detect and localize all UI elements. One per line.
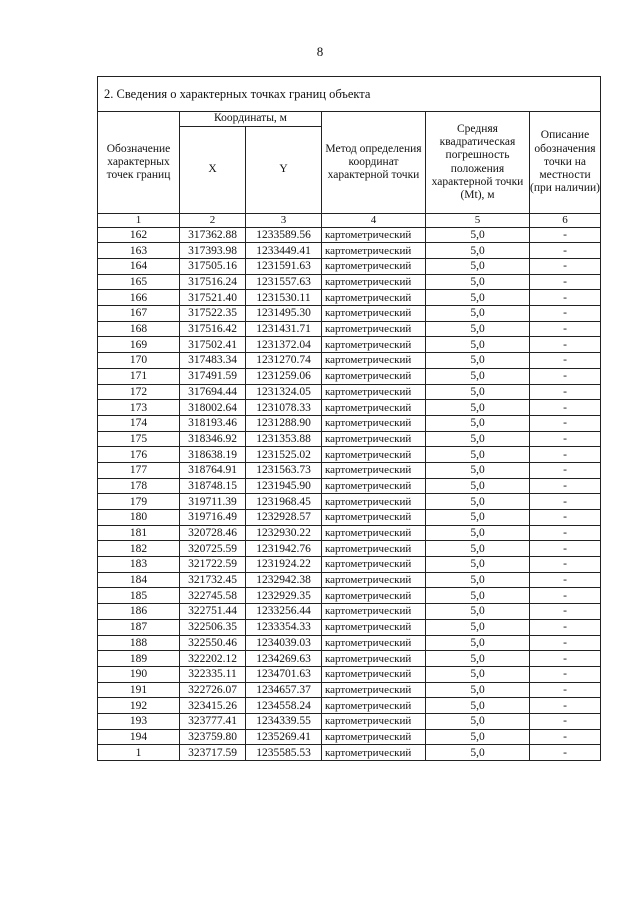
description-cell: - [530, 274, 601, 290]
point-id-cell: 172 [98, 384, 180, 400]
x-coordinate-cell: 318002.64 [180, 400, 246, 416]
error-cell: 5,0 [426, 510, 530, 526]
table-row [98, 729, 601, 745]
boundary-points-section [97, 76, 600, 761]
boundary-points-table [97, 76, 601, 761]
method-cell: картометрический [322, 290, 426, 306]
description-cell: - [530, 666, 601, 682]
method-cell: картометрический [322, 447, 426, 463]
x-coordinate-cell: 317505.16 [180, 259, 246, 275]
table-row [98, 541, 601, 557]
description-cell: - [530, 619, 601, 635]
table-row [98, 713, 601, 729]
point-id-cell: 170 [98, 353, 180, 369]
x-coordinate-cell: 319711.39 [180, 494, 246, 510]
x-coordinate-cell: 318764.91 [180, 462, 246, 478]
table-row [98, 635, 601, 651]
method-cell: картометрический [322, 572, 426, 588]
error-cell: 5,0 [426, 604, 530, 620]
y-coordinate-cell: 1234701.63 [246, 666, 322, 682]
point-id-cell: 163 [98, 243, 180, 259]
point-id-cell: 164 [98, 259, 180, 275]
y-coordinate-cell: 1234039.03 [246, 635, 322, 651]
error-cell: 5,0 [426, 478, 530, 494]
y-coordinate-cell: 1234269.63 [246, 651, 322, 667]
error-cell: 5,0 [426, 494, 530, 510]
x-coordinate-cell: 322506.35 [180, 619, 246, 635]
point-id-cell: 182 [98, 541, 180, 557]
error-cell: 5,0 [426, 462, 530, 478]
error-cell: 5,0 [426, 745, 530, 761]
y-coordinate-cell: 1231270.74 [246, 353, 322, 369]
x-coordinate-cell: 318748.15 [180, 478, 246, 494]
description-cell: - [530, 384, 601, 400]
error-cell: 5,0 [426, 729, 530, 745]
y-coordinate-cell: 1231968.45 [246, 494, 322, 510]
error-cell: 5,0 [426, 306, 530, 322]
error-cell: 5,0 [426, 353, 530, 369]
method-cell: картометрический [322, 510, 426, 526]
point-id-cell: 176 [98, 447, 180, 463]
table-row [98, 447, 601, 463]
error-cell: 5,0 [426, 557, 530, 573]
description-cell: - [530, 525, 601, 541]
x-coordinate-cell: 317502.41 [180, 337, 246, 353]
point-id-cell: 183 [98, 557, 180, 573]
error-cell: 5,0 [426, 290, 530, 306]
point-id-cell: 192 [98, 698, 180, 714]
table-row [98, 431, 601, 447]
table-row [98, 588, 601, 604]
point-id-cell: 185 [98, 588, 180, 604]
description-cell: - [530, 306, 601, 322]
point-id-cell: 194 [98, 729, 180, 745]
point-id-cell: 181 [98, 525, 180, 541]
x-coordinate-cell: 317521.40 [180, 290, 246, 306]
error-cell: 5,0 [426, 447, 530, 463]
description-cell: - [530, 478, 601, 494]
x-coordinate-cell: 322335.11 [180, 666, 246, 682]
error-cell: 5,0 [426, 682, 530, 698]
error-cell: 5,0 [426, 651, 530, 667]
method-cell: картометрический [322, 745, 426, 761]
x-coordinate-cell: 320725.59 [180, 541, 246, 557]
description-cell: - [530, 400, 601, 416]
table-row [98, 384, 601, 400]
method-cell: картометрический [322, 604, 426, 620]
x-coordinate-cell: 318638.19 [180, 447, 246, 463]
point-id-cell: 1 [98, 745, 180, 761]
y-coordinate-cell: 1231563.73 [246, 462, 322, 478]
point-id-cell: 171 [98, 368, 180, 384]
table-row [98, 290, 601, 306]
point-id-cell: 187 [98, 619, 180, 635]
y-coordinate-cell: 1231530.11 [246, 290, 322, 306]
point-id-cell: 177 [98, 462, 180, 478]
table-row [98, 698, 601, 714]
point-id-cell: 186 [98, 604, 180, 620]
method-cell: картометрический [322, 227, 426, 243]
header-coordinates: Координаты, м [180, 112, 322, 127]
header-error: Средняя квадратическая погрешность положения характерной точки (Mt), м [426, 112, 530, 214]
y-coordinate-cell: 1231353.88 [246, 431, 322, 447]
description-cell: - [530, 698, 601, 714]
y-coordinate-cell: 1231525.02 [246, 447, 322, 463]
y-coordinate-cell: 1231324.05 [246, 384, 322, 400]
description-cell: - [530, 494, 601, 510]
method-cell: картометрический [322, 588, 426, 604]
table-row [98, 745, 601, 761]
description-cell: - [530, 635, 601, 651]
method-cell: картометрический [322, 557, 426, 573]
header-description: Описание обозначения точки на местности (при наличии) [530, 112, 601, 214]
column-number-row [98, 214, 601, 228]
error-cell: 5,0 [426, 227, 530, 243]
error-cell: 5,0 [426, 400, 530, 416]
method-cell: картометрический [322, 729, 426, 745]
y-coordinate-cell: 1233354.33 [246, 619, 322, 635]
header-x: X [180, 127, 246, 214]
description-cell: - [530, 604, 601, 620]
description-cell: - [530, 447, 601, 463]
x-coordinate-cell: 317694.44 [180, 384, 246, 400]
description-cell: - [530, 510, 601, 526]
x-coordinate-cell: 317483.34 [180, 353, 246, 369]
description-cell: - [530, 415, 601, 431]
x-coordinate-cell: 318193.46 [180, 415, 246, 431]
x-coordinate-cell: 323759.80 [180, 729, 246, 745]
method-cell: картометрический [322, 651, 426, 667]
error-cell: 5,0 [426, 525, 530, 541]
method-cell: картометрический [322, 698, 426, 714]
error-cell: 5,0 [426, 541, 530, 557]
method-cell: картометрический [322, 353, 426, 369]
method-cell: картометрический [322, 682, 426, 698]
table-row [98, 353, 601, 369]
x-coordinate-cell: 317516.42 [180, 321, 246, 337]
x-coordinate-cell: 317522.35 [180, 306, 246, 322]
method-cell: картометрический [322, 368, 426, 384]
x-coordinate-cell: 322202.12 [180, 651, 246, 667]
x-coordinate-cell: 320728.46 [180, 525, 246, 541]
method-cell: картометрический [322, 635, 426, 651]
description-cell: - [530, 227, 601, 243]
x-coordinate-cell: 317516.24 [180, 274, 246, 290]
column-number: 1 [98, 214, 180, 228]
method-cell: картометрический [322, 400, 426, 416]
x-coordinate-cell: 317393.98 [180, 243, 246, 259]
table-row [98, 604, 601, 620]
point-id-cell: 173 [98, 400, 180, 416]
page-number: 8 [316, 44, 324, 59]
y-coordinate-cell: 1231372.04 [246, 337, 322, 353]
error-cell: 5,0 [426, 243, 530, 259]
description-cell: - [530, 557, 601, 573]
column-number: 5 [426, 214, 530, 228]
table-row [98, 682, 601, 698]
description-cell: - [530, 243, 601, 259]
point-id-cell: 180 [98, 510, 180, 526]
y-coordinate-cell: 1231924.22 [246, 557, 322, 573]
y-coordinate-cell: 1233589.56 [246, 227, 322, 243]
description-cell: - [530, 572, 601, 588]
table-row [98, 400, 601, 416]
y-coordinate-cell: 1231945.90 [246, 478, 322, 494]
y-coordinate-cell: 1231431.71 [246, 321, 322, 337]
description-cell: - [530, 729, 601, 745]
table-row [98, 557, 601, 573]
table-row [98, 525, 601, 541]
point-id-cell: 167 [98, 306, 180, 322]
point-id-cell: 184 [98, 572, 180, 588]
description-cell: - [530, 713, 601, 729]
description-cell: - [530, 353, 601, 369]
error-cell: 5,0 [426, 259, 530, 275]
error-cell: 5,0 [426, 572, 530, 588]
table-row [98, 337, 601, 353]
method-cell: картометрический [322, 478, 426, 494]
x-coordinate-cell: 322751.44 [180, 604, 246, 620]
method-cell: картометрический [322, 337, 426, 353]
description-cell: - [530, 259, 601, 275]
section-title: 2. Сведения о характерных точках границ объекта [98, 77, 601, 112]
x-coordinate-cell: 323415.26 [180, 698, 246, 714]
table-row [98, 478, 601, 494]
table-body [98, 227, 601, 760]
point-id-cell: 168 [98, 321, 180, 337]
error-cell: 5,0 [426, 384, 530, 400]
description-cell: - [530, 682, 601, 698]
y-coordinate-cell: 1233256.44 [246, 604, 322, 620]
column-number: 6 [530, 214, 601, 228]
x-coordinate-cell: 323717.59 [180, 745, 246, 761]
error-cell: 5,0 [426, 635, 530, 651]
y-coordinate-cell: 1231078.33 [246, 400, 322, 416]
x-coordinate-cell: 321732.45 [180, 572, 246, 588]
column-number: 3 [246, 214, 322, 228]
table-row [98, 227, 601, 243]
table-row [98, 243, 601, 259]
method-cell: картометрический [322, 525, 426, 541]
y-coordinate-cell: 1234657.37 [246, 682, 322, 698]
table-row [98, 494, 601, 510]
method-cell: картометрический [322, 713, 426, 729]
point-id-cell: 179 [98, 494, 180, 510]
y-coordinate-cell: 1232928.57 [246, 510, 322, 526]
point-id-cell: 162 [98, 227, 180, 243]
description-cell: - [530, 368, 601, 384]
table-row [98, 462, 601, 478]
description-cell: - [530, 651, 601, 667]
error-cell: 5,0 [426, 588, 530, 604]
description-cell: - [530, 462, 601, 478]
method-cell: картометрический [322, 431, 426, 447]
method-cell: картометрический [322, 321, 426, 337]
point-id-cell: 193 [98, 713, 180, 729]
x-coordinate-cell: 317491.59 [180, 368, 246, 384]
error-cell: 5,0 [426, 321, 530, 337]
point-id-cell: 191 [98, 682, 180, 698]
error-cell: 5,0 [426, 337, 530, 353]
method-cell: картометрический [322, 306, 426, 322]
header-y: Y [246, 127, 322, 214]
table-row [98, 259, 601, 275]
y-coordinate-cell: 1235269.41 [246, 729, 322, 745]
y-coordinate-cell: 1231591.63 [246, 259, 322, 275]
point-id-cell: 190 [98, 666, 180, 682]
method-cell: картометрический [322, 243, 426, 259]
table-row [98, 415, 601, 431]
y-coordinate-cell: 1235585.53 [246, 745, 322, 761]
error-cell: 5,0 [426, 415, 530, 431]
table-row [98, 666, 601, 682]
point-id-cell: 188 [98, 635, 180, 651]
y-coordinate-cell: 1231288.90 [246, 415, 322, 431]
column-number: 2 [180, 214, 246, 228]
x-coordinate-cell: 319716.49 [180, 510, 246, 526]
error-cell: 5,0 [426, 666, 530, 682]
table-row [98, 306, 601, 322]
error-cell: 5,0 [426, 431, 530, 447]
point-id-cell: 166 [98, 290, 180, 306]
y-coordinate-cell: 1234558.24 [246, 698, 322, 714]
method-cell: картометрический [322, 619, 426, 635]
x-coordinate-cell: 322550.46 [180, 635, 246, 651]
description-cell: - [530, 588, 601, 604]
description-cell: - [530, 321, 601, 337]
method-cell: картометрический [322, 384, 426, 400]
column-number: 4 [322, 214, 426, 228]
x-coordinate-cell: 318346.92 [180, 431, 246, 447]
table-row [98, 368, 601, 384]
error-cell: 5,0 [426, 713, 530, 729]
description-cell: - [530, 431, 601, 447]
error-cell: 5,0 [426, 368, 530, 384]
x-coordinate-cell: 321722.59 [180, 557, 246, 573]
table-row [98, 510, 601, 526]
point-id-cell: 174 [98, 415, 180, 431]
error-cell: 5,0 [426, 274, 530, 290]
description-cell: - [530, 290, 601, 306]
description-cell: - [530, 541, 601, 557]
method-cell: картометрический [322, 259, 426, 275]
y-coordinate-cell: 1231495.30 [246, 306, 322, 322]
method-cell: картометрический [322, 494, 426, 510]
y-coordinate-cell: 1232930.22 [246, 525, 322, 541]
point-id-cell: 169 [98, 337, 180, 353]
x-coordinate-cell: 323777.41 [180, 713, 246, 729]
method-cell: картометрический [322, 666, 426, 682]
point-id-cell: 178 [98, 478, 180, 494]
x-coordinate-cell: 317362.88 [180, 227, 246, 243]
header-method: Метод определения координат характерной точки [322, 112, 426, 214]
table-row [98, 651, 601, 667]
x-coordinate-cell: 322745.58 [180, 588, 246, 604]
method-cell: картометрический [322, 274, 426, 290]
table-row [98, 321, 601, 337]
method-cell: картометрический [322, 462, 426, 478]
y-coordinate-cell: 1232942.38 [246, 572, 322, 588]
description-cell: - [530, 745, 601, 761]
table-row [98, 572, 601, 588]
error-cell: 5,0 [426, 698, 530, 714]
point-id-cell: 189 [98, 651, 180, 667]
description-cell: - [530, 337, 601, 353]
y-coordinate-cell: 1232929.35 [246, 588, 322, 604]
y-coordinate-cell: 1234339.55 [246, 713, 322, 729]
method-cell: картометрический [322, 415, 426, 431]
table-row [98, 274, 601, 290]
table-row [98, 619, 601, 635]
y-coordinate-cell: 1231942.76 [246, 541, 322, 557]
x-coordinate-cell: 322726.07 [180, 682, 246, 698]
method-cell: картометрический [322, 541, 426, 557]
point-id-cell: 165 [98, 274, 180, 290]
y-coordinate-cell: 1233449.41 [246, 243, 322, 259]
y-coordinate-cell: 1231259.06 [246, 368, 322, 384]
header-designation: Обозначение характерных точек границ [98, 112, 180, 214]
point-id-cell: 175 [98, 431, 180, 447]
error-cell: 5,0 [426, 619, 530, 635]
y-coordinate-cell: 1231557.63 [246, 274, 322, 290]
